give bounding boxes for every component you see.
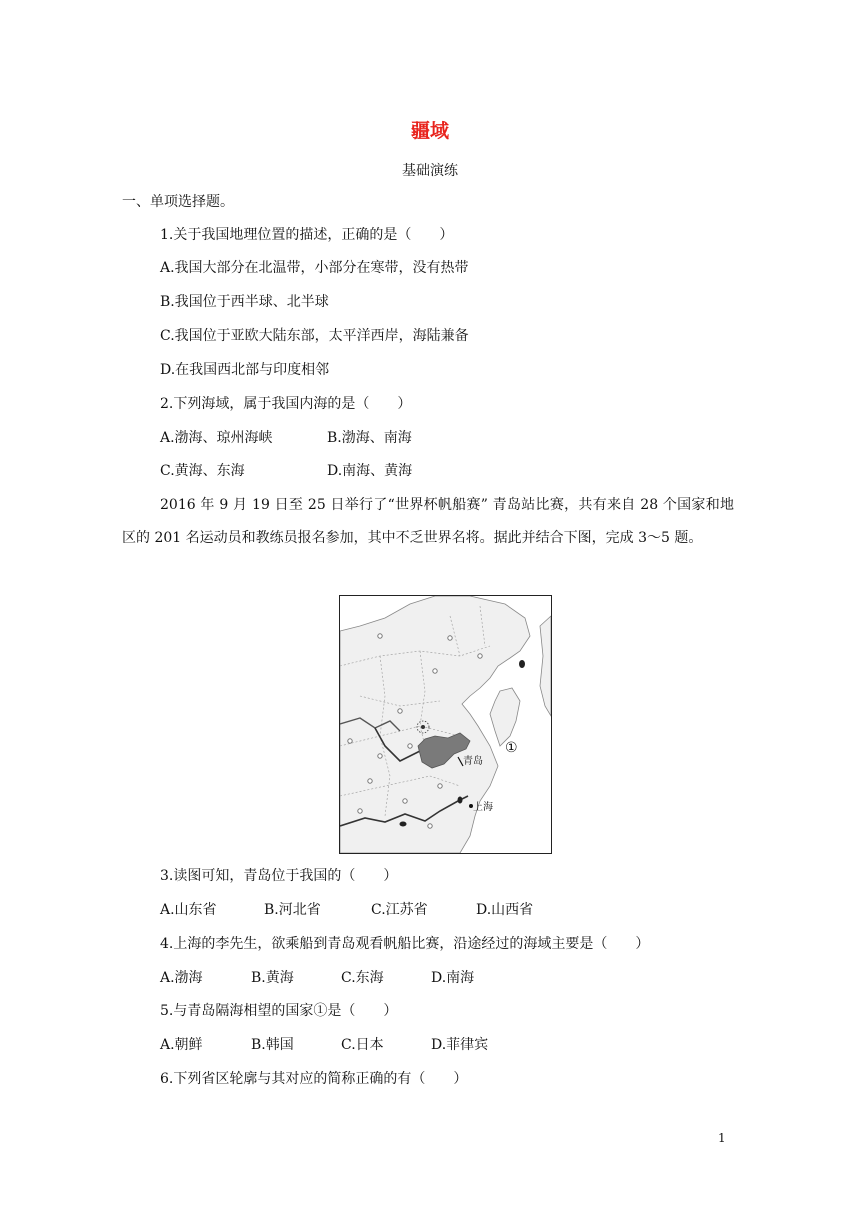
q3-option-b: B.河北省: [264, 902, 321, 918]
q5-stem: 5.与青岛隔海相望的国家①是（ ）: [160, 1003, 398, 1019]
q3-option-a: A.山东省: [160, 902, 217, 918]
page-number: 1: [718, 1131, 726, 1145]
document-title: 疆域: [410, 120, 449, 142]
lake-mark: [400, 822, 407, 827]
q5-option-d: D.菲律宾: [431, 1037, 489, 1053]
q2-option-b: B.渤海、南海: [327, 430, 412, 446]
section-subtitle: 基础演练: [402, 163, 458, 179]
q2-stem: 2.下列海域，属于我国内海的是（ ）: [160, 396, 412, 412]
q2-option-c: C.黄海、东海: [160, 463, 245, 479]
q3-stem: 3.读图可知，青岛位于我国的（ ）: [160, 868, 398, 884]
q1-option-b: B.我国位于西半球、北半球: [160, 294, 329, 310]
q1-option-d: D.在我国西北部与印度相邻: [160, 362, 330, 378]
section-heading: 一、单项选择题。: [122, 194, 234, 210]
q4-option-c: C.东海: [341, 970, 384, 986]
country-one-label: ①: [505, 740, 518, 756]
map-svg: [340, 596, 551, 853]
qingdao-label: 青岛: [463, 756, 483, 767]
q2-option-a: A.渤海、琼州海峡: [160, 430, 273, 446]
reading-passage: 2016 年 9 月 19 日至 25 日举行了“世界杯帆船赛” 青岛站比赛，共有来自 28 个国家和地区的 201 名运动员和教练员报名参加，其中不乏世界名将。据此并结合下图，完成 3～5 题。: [122, 497, 734, 546]
q1-option-a: A.我国大部分在北温带，小部分在寒带，没有热带: [160, 260, 469, 276]
q3-option-d: D.山西省: [476, 902, 534, 918]
q3-option-c: C.江苏省: [371, 902, 428, 918]
q4-option-d: D.南海: [431, 970, 475, 986]
lake-mark: [458, 797, 463, 804]
q6-stem: 6.下列省区轮廓与其对应的简称正确的有（ ）: [160, 1071, 468, 1087]
q4-option-a: A.渤海: [160, 970, 203, 986]
q4-stem: 4.上海的李先生，欲乘船到青岛观看帆船比赛，沿途经过的海域主要是（ ）: [160, 936, 650, 952]
shanghai-label: 上海: [473, 802, 493, 813]
q2-option-d: D.南海、黄海: [327, 463, 413, 479]
beijing-dot: [421, 725, 425, 729]
q5-option-a: A.朝鲜: [160, 1037, 203, 1053]
q1-option-c: C.我国位于亚欧大陆东部，太平洋西岸，海陆兼备: [160, 328, 469, 344]
q4-option-b: B.黄海: [251, 970, 294, 986]
q5-option-c: C.日本: [341, 1037, 384, 1053]
lake-mark: [519, 660, 525, 668]
q5-option-b: B.韩国: [251, 1037, 294, 1053]
q1-stem: 1.关于我国地理位置的描述，正确的是（ ）: [160, 227, 454, 243]
map-figure: [339, 595, 552, 854]
